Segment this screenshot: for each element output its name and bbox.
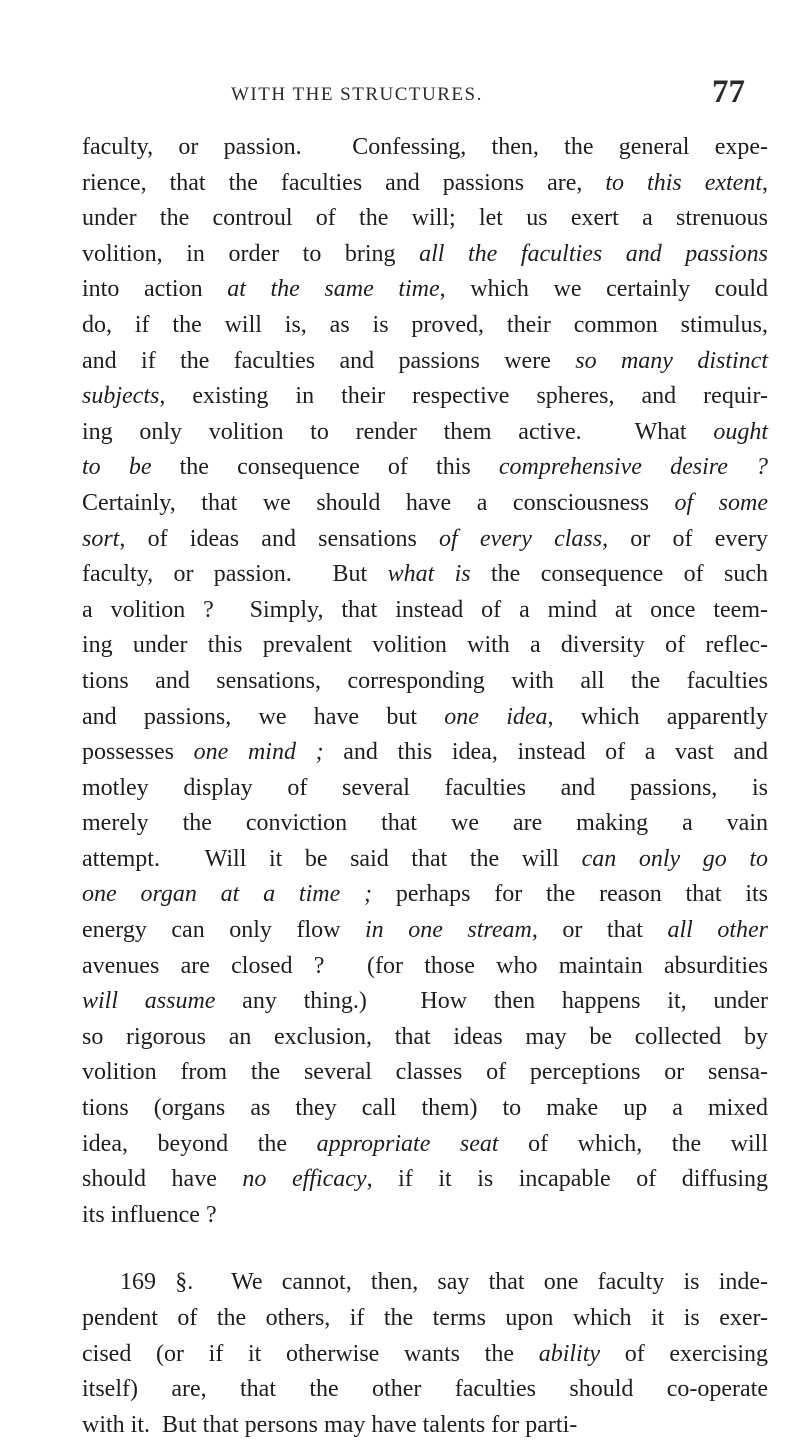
text-line — [82, 1198, 768, 1234]
text-run: do, if the will is, as is proved, their common stimulus, — [82, 311, 768, 338]
italic-text: so many distinct — [575, 347, 768, 374]
text-run: should have — [82, 1166, 243, 1193]
text-run: , if it is incapable of diffusing — [366, 1166, 769, 1193]
text-line — [82, 735, 768, 771]
italic-text: subjects — [82, 383, 160, 410]
text-line — [82, 379, 768, 415]
italic-text: will assume — [82, 988, 216, 1015]
text-run: into action — [82, 276, 228, 303]
text-run: tions (organs as they call them) to make up a mixed — [82, 1095, 768, 1122]
text-run: tions and sensations, corresponding with all the faculties — [82, 667, 768, 694]
text-line — [82, 913, 768, 949]
text-run: and if the faculties and passions were — [82, 347, 576, 374]
text-line — [82, 130, 768, 166]
text-line — [82, 984, 768, 1020]
text-run: , which apparently — [547, 703, 768, 730]
text-line — [82, 664, 768, 700]
text-run: , or that — [531, 917, 668, 944]
text-run: faculty, or passion. Confessing, then, the general expe- — [82, 134, 768, 160]
text-run: a volition ? Simply, that instead of a mind at once teem- — [82, 596, 768, 623]
italic-text: appropriate seat — [316, 1130, 499, 1157]
running-title: WITH THE STRUCTURES. — [231, 84, 483, 105]
text-line — [82, 771, 768, 807]
text-run: possesses — [82, 739, 194, 766]
italic-text: of some — [674, 489, 769, 516]
text-run: and this idea, instead of a vast and — [323, 739, 768, 766]
text-run: any thing.) How then happens it, under — [215, 988, 768, 1015]
text-line — [82, 522, 768, 558]
text-line — [82, 486, 768, 522]
text-line — [82, 628, 768, 664]
text-run: attempt. Will it be said that the will — [82, 845, 582, 872]
text-run: its influence ? — [82, 1201, 217, 1228]
text-run: , which we certainly could — [439, 276, 768, 303]
text-line — [82, 415, 768, 451]
text-run: of which, the will — [498, 1130, 768, 1157]
italic-text: one organ at a time ; — [82, 881, 373, 908]
text-run: so rigorous an exclusion, that ideas may be collected by — [82, 1023, 768, 1050]
running-head — [0, 74, 801, 116]
text-line — [82, 1020, 768, 1056]
italic-text: of every class — [439, 525, 603, 552]
text-run: faculty, or passion. But — [82, 561, 388, 588]
text-line — [82, 272, 768, 308]
italic-text: all the faculties and passions — [419, 240, 768, 267]
text-run: 169 §. We cannot, then, say that one faculty is inde- — [120, 1269, 768, 1296]
italic-text: sort — [82, 525, 120, 552]
text-line — [82, 806, 768, 842]
text-line — [82, 700, 768, 736]
text-run: energy can only flow — [82, 917, 365, 944]
text-run: cised (or if it otherwise wants the — [82, 1340, 539, 1367]
text-line — [82, 1337, 768, 1373]
text-run: , or of every — [602, 525, 768, 552]
text-run: merely the conviction that we are making a vain — [82, 810, 768, 837]
text-line — [82, 450, 768, 486]
text-run: , of ideas and sensations — [119, 525, 440, 552]
text-run: ing under this prevalent volition with a diversity of reflec- — [82, 632, 768, 659]
text-run: volition, in order to bring — [82, 240, 420, 267]
body-text — [82, 130, 768, 1443]
text-run: avenues are closed ? (for those who maintain absurdities — [82, 952, 768, 979]
text-line — [82, 201, 768, 237]
text-run: under the controul of the will; let us exert a strenuous — [82, 205, 768, 232]
text-line — [82, 308, 768, 344]
text-line — [82, 842, 768, 878]
italic-text: all other — [667, 917, 769, 944]
text-run: perhaps for the reason that its — [372, 881, 768, 908]
text-line — [82, 949, 768, 985]
text-run: and passions, we have but — [82, 703, 445, 730]
text-run: the consequence of this — [151, 454, 499, 481]
text-line — [82, 1301, 768, 1337]
italic-text: ability — [538, 1340, 601, 1367]
text-run: , — [762, 169, 768, 196]
text-run: idea, beyond the — [82, 1130, 317, 1157]
text-line — [82, 344, 768, 380]
italic-text: comprehensive desire ? — [498, 454, 769, 481]
text-run: Certainly, that we should have a consciousness — [82, 489, 675, 516]
text-run: rience, that the faculties and passions are, — [82, 169, 606, 196]
text-line — [82, 166, 768, 202]
italic-text: ought — [713, 418, 768, 445]
text-run: volition from the several classes of perceptions or sensa- — [82, 1059, 768, 1086]
text-line — [82, 1408, 768, 1443]
italic-text: at the same time — [227, 276, 440, 303]
text-run: motley display of several faculties and passions, is — [82, 774, 768, 801]
italic-text: one idea — [444, 703, 548, 730]
italic-text: can only go to — [581, 845, 769, 872]
text-line — [82, 1055, 768, 1091]
italic-text: in one stream — [365, 917, 532, 944]
text-line — [82, 593, 768, 629]
text-line — [82, 237, 768, 273]
text-run: of exercising — [600, 1340, 768, 1367]
text-line — [82, 557, 768, 593]
text-run: with it. But that persons may have talents for parti- — [82, 1411, 578, 1438]
text-run: ing only volition to render them active. What — [82, 418, 714, 445]
text-run: pendent of the others, if the terms upon which it is exer- — [82, 1305, 768, 1331]
text-line — [82, 1091, 768, 1127]
text-line — [82, 1372, 768, 1408]
italic-text: no efficacy — [242, 1166, 367, 1193]
text-line — [82, 1127, 768, 1163]
text-run: , existing in their respective spheres, and requir- — [159, 383, 768, 410]
italic-text: one mind ; — [193, 739, 324, 766]
italic-text: what is — [387, 561, 471, 588]
page-number: 77 — [712, 74, 745, 110]
italic-text: to this extent — [605, 169, 762, 196]
italic-text: to be — [82, 454, 152, 481]
text-line — [82, 877, 768, 913]
text-run: the consequence of such — [470, 561, 769, 588]
text-line — [82, 1162, 768, 1198]
text-line — [82, 1265, 768, 1301]
text-run: itself) are, that the other faculties should co-operate — [82, 1376, 768, 1403]
